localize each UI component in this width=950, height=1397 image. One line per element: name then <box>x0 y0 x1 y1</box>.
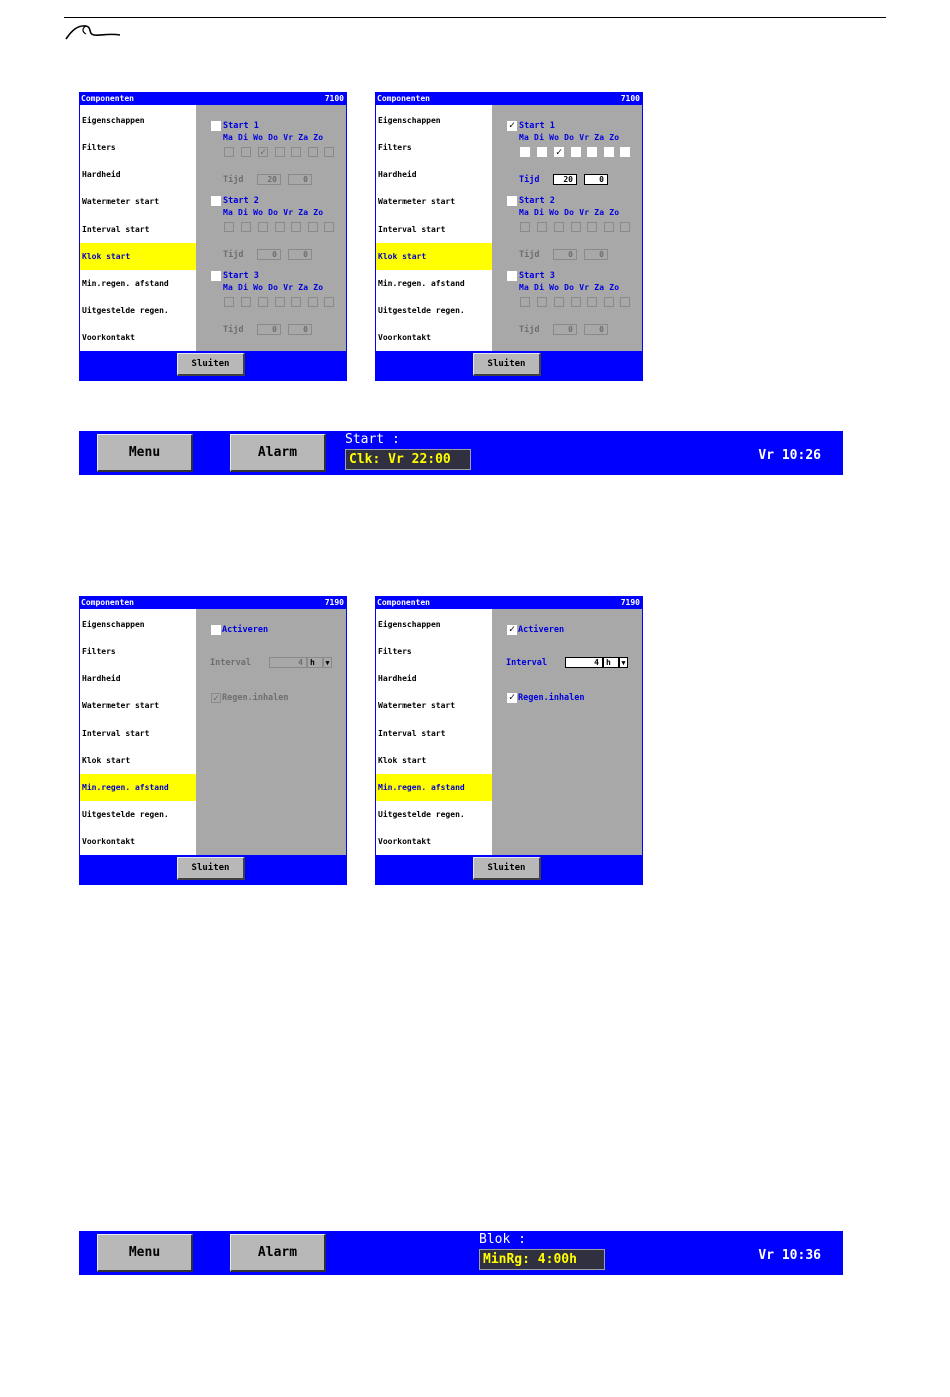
panel-footer <box>375 351 643 381</box>
menu-item-interval-start[interactable]: Interval start <box>82 729 150 738</box>
start2-day-zo[interactable] <box>620 222 630 232</box>
clock-time: Vr 10:26 <box>758 448 821 463</box>
activate-label: Activeren <box>222 625 269 635</box>
start2-label: Start 2 <box>223 196 259 206</box>
start2-day-wo[interactable] <box>554 222 564 232</box>
start3-minute-field[interactable]: 0 <box>584 324 608 335</box>
start1-minute-field[interactable]: 0 <box>584 174 608 185</box>
panel-footer <box>375 855 643 885</box>
min-regen-settings <box>196 609 346 855</box>
status-bar-start <box>79 431 843 475</box>
status-bar-block <box>79 1231 843 1275</box>
start3-days: Ma Di Wo Do Vr Za Zo <box>223 283 324 292</box>
start2-time-label: Tijd <box>223 250 244 260</box>
start1-day-di[interactable] <box>241 147 251 157</box>
menu-item-eigenschappen[interactable]: Eigenschappen <box>378 620 441 629</box>
components-panel-interval-disabled <box>79 596 347 885</box>
start1-days: Ma Di Wo Do Vr Za Zo <box>223 133 324 142</box>
interval-label: Interval <box>210 658 251 668</box>
menu-item-watermeter-start[interactable]: Watermeter start <box>378 197 456 206</box>
start2-day-vr[interactable] <box>291 222 301 232</box>
menu-item-klok-start[interactable]: Klok start <box>376 243 492 270</box>
start3-day-zo[interactable] <box>620 297 630 307</box>
start3-day-do[interactable] <box>275 297 285 307</box>
menu-item-watermeter-start[interactable]: Watermeter start <box>378 701 456 710</box>
start3-label: Start 3 <box>223 271 259 281</box>
menu-item-klok-start[interactable]: Klok start <box>80 243 196 270</box>
menu-item-min-regen-afstand[interactable]: Min.regen. afstand <box>80 774 196 801</box>
close-button[interactable]: Sluiten <box>177 353 245 376</box>
menu-item-filters[interactable]: Filters <box>82 143 116 152</box>
start2-checkbox[interactable] <box>211 196 221 206</box>
panel-footer <box>79 855 347 885</box>
start1-day-za[interactable] <box>604 147 614 157</box>
menu-item-klok-start[interactable]: Klok start <box>82 756 131 765</box>
start1-day-wo[interactable]: ✓ <box>555 147 563 158</box>
title-bar <box>79 92 347 105</box>
components-panel-clock-enabled <box>375 92 643 381</box>
component-menu <box>376 609 492 855</box>
start3-day-di[interactable] <box>241 297 251 307</box>
start1-label: Start 1 <box>223 121 259 131</box>
menu-item-uitgestelde-regen[interactable]: Uitgestelde regen. <box>378 810 465 819</box>
menu-item-hardheid[interactable]: Hardheid <box>82 674 121 683</box>
menu-item-watermeter-start[interactable]: Watermeter start <box>82 701 160 710</box>
panel-title: Componenten <box>81 598 134 607</box>
panel-number: 7100 <box>324 94 344 103</box>
start3-hour-field[interactable]: 0 <box>553 324 577 335</box>
start2-time-label: Tijd <box>519 250 540 260</box>
start3-day-wo[interactable] <box>258 297 268 307</box>
start2-minute-field[interactable]: 0 <box>288 249 312 260</box>
menu-item-hardheid[interactable]: Hardheid <box>378 170 417 179</box>
clock-start-settings <box>196 105 346 351</box>
start2-day-do[interactable] <box>571 222 581 232</box>
title-bar <box>375 596 643 609</box>
start1-day-ma[interactable] <box>520 147 530 157</box>
panel-footer <box>79 351 347 381</box>
interval-unit-select[interactable]: h <box>603 657 619 668</box>
menu-item-interval-start[interactable]: Interval start <box>378 729 446 738</box>
start2-checkbox[interactable] <box>507 196 517 206</box>
catchup-checkbox[interactable]: ✓ <box>508 692 516 703</box>
wave-logo-icon <box>64 22 124 42</box>
title-bar <box>375 92 643 105</box>
start1-label: Start 1 <box>519 121 555 131</box>
interval-unit-select[interactable]: h <box>307 657 323 668</box>
title-bar <box>79 596 347 609</box>
start3-minute-field[interactable]: 0 <box>288 324 312 335</box>
panel-number: 7100 <box>620 94 640 103</box>
menu-button[interactable]: Menu <box>97 434 193 472</box>
menu-item-watermeter-start[interactable]: Watermeter start <box>82 197 160 206</box>
start3-day-wo[interactable] <box>554 297 564 307</box>
panel-number: 7190 <box>324 598 344 607</box>
close-button[interactable]: Sluiten <box>473 857 541 880</box>
menu-item-min-regen-afstand[interactable]: Min.regen. afstand <box>378 279 465 288</box>
component-menu <box>80 105 196 351</box>
start2-day-di[interactable] <box>537 222 547 232</box>
menu-item-eigenschappen[interactable]: Eigenschappen <box>82 620 145 629</box>
start2-day-do[interactable] <box>275 222 285 232</box>
components-panel-clock-disabled <box>79 92 347 381</box>
menu-item-interval-start[interactable]: Interval start <box>378 225 446 234</box>
component-menu <box>376 105 492 351</box>
start3-day-do[interactable] <box>571 297 581 307</box>
start2-hour-field[interactable]: 0 <box>257 249 281 260</box>
status-display: Clk: Vr 22:00 <box>345 449 471 470</box>
start2-days: Ma Di Wo Do Vr Za Zo <box>519 208 620 217</box>
start1-day-do[interactable] <box>275 147 285 157</box>
start2-day-vr[interactable] <box>587 222 597 232</box>
start2-day-ma[interactable] <box>520 222 530 232</box>
start1-day-zo[interactable] <box>620 147 630 157</box>
close-button[interactable]: Sluiten <box>473 353 541 376</box>
start1-day-wo[interactable]: ✓ <box>259 147 267 158</box>
menu-item-uitgestelde-regen[interactable]: Uitgestelde regen. <box>82 810 169 819</box>
start3-day-za[interactable] <box>308 297 318 307</box>
clock-time: Vr 10:36 <box>758 1248 821 1263</box>
interval-value-field[interactable]: 4 <box>565 657 603 668</box>
menu-item-uitgestelde-regen[interactable]: Uitgestelde regen. <box>82 306 169 315</box>
menu-item-voorkontakt[interactable]: Voorkontakt <box>378 837 431 846</box>
panel-title: Componenten <box>377 94 430 103</box>
start2-label: Start 2 <box>519 196 555 206</box>
interval-label: Interval <box>506 658 547 668</box>
menu-item-filters[interactable]: Filters <box>378 143 412 152</box>
start1-day-vr[interactable] <box>587 147 597 157</box>
menu-item-min-regen-afstand[interactable]: Min.regen. afstand <box>376 774 492 801</box>
menu-item-eigenschappen[interactable]: Eigenschappen <box>82 116 145 125</box>
start2-minute-field[interactable]: 0 <box>584 249 608 260</box>
start3-checkbox[interactable] <box>507 271 517 281</box>
start1-time-label: Tijd <box>519 175 540 185</box>
catchup-label: Regen.inhalen <box>222 693 289 703</box>
header-rule <box>64 17 886 18</box>
start1-checkbox[interactable] <box>211 121 221 131</box>
status-label: Blok : <box>479 1232 526 1247</box>
menu-item-min-regen-afstand[interactable]: Min.regen. afstand <box>82 279 169 288</box>
activate-label: Activeren <box>518 625 565 635</box>
menu-button[interactable]: Menu <box>97 1234 193 1272</box>
menu-item-hardheid[interactable]: Hardheid <box>82 170 121 179</box>
start1-hour-field[interactable]: 20 <box>257 174 281 185</box>
menu-item-voorkontakt[interactable]: Voorkontakt <box>378 333 431 342</box>
start2-day-ma[interactable] <box>224 222 234 232</box>
panel-title: Componenten <box>81 94 134 103</box>
start3-label: Start 3 <box>519 271 555 281</box>
catchup-label: Regen.inhalen <box>518 693 585 703</box>
close-button[interactable]: Sluiten <box>177 857 245 880</box>
status-display: MinRg: 4:00h <box>479 1249 605 1270</box>
chevron-down-icon[interactable]: ▼ <box>619 657 628 668</box>
catchup-checkbox[interactable]: ✓ <box>212 693 220 704</box>
menu-item-voorkontakt[interactable]: Voorkontakt <box>82 333 135 342</box>
start1-day-di[interactable] <box>537 147 547 157</box>
start1-day-ma[interactable] <box>224 147 234 157</box>
start2-day-za[interactable] <box>604 222 614 232</box>
menu-item-interval-start[interactable]: Interval start <box>82 225 150 234</box>
start3-day-vr[interactable] <box>291 297 301 307</box>
start3-day-zo[interactable] <box>324 297 334 307</box>
start2-hour-field[interactable]: 0 <box>553 249 577 260</box>
start1-days: Ma Di Wo Do Vr Za Zo <box>519 133 620 142</box>
panel-title: Componenten <box>377 598 430 607</box>
start1-day-vr[interactable] <box>291 147 301 157</box>
start3-hour-field[interactable]: 0 <box>257 324 281 335</box>
menu-item-eigenschappen[interactable]: Eigenschappen <box>378 116 441 125</box>
start2-day-di[interactable] <box>241 222 251 232</box>
start3-days: Ma Di Wo Do Vr Za Zo <box>519 283 620 292</box>
start3-day-di[interactable] <box>537 297 547 307</box>
start3-day-za[interactable] <box>604 297 614 307</box>
start1-hour-field[interactable]: 20 <box>553 174 577 185</box>
interval-value-field[interactable]: 4 <box>269 657 307 668</box>
start3-time-label: Tijd <box>519 325 540 335</box>
menu-item-klok-start[interactable]: Klok start <box>378 756 427 765</box>
status-label: Start : <box>345 432 400 447</box>
clock-start-settings <box>492 105 642 351</box>
start3-day-ma[interactable] <box>520 297 530 307</box>
components-panel-interval-enabled <box>375 596 643 885</box>
component-menu <box>80 609 196 855</box>
start1-checkbox[interactable]: ✓ <box>508 120 516 131</box>
start3-day-vr[interactable] <box>587 297 597 307</box>
menu-item-filters[interactable]: Filters <box>378 647 412 656</box>
start2-day-wo[interactable] <box>258 222 268 232</box>
menu-item-hardheid[interactable]: Hardheid <box>378 674 417 683</box>
menu-item-voorkontakt[interactable]: Voorkontakt <box>82 837 135 846</box>
start2-day-za[interactable] <box>308 222 318 232</box>
start1-time-label: Tijd <box>223 175 244 185</box>
start1-minute-field[interactable]: 0 <box>288 174 312 185</box>
start3-time-label: Tijd <box>223 325 244 335</box>
start2-days: Ma Di Wo Do Vr Za Zo <box>223 208 324 217</box>
activate-checkbox[interactable]: ✓ <box>508 624 516 635</box>
alarm-button[interactable]: Alarm <box>230 1234 326 1272</box>
start3-day-ma[interactable] <box>224 297 234 307</box>
panel-number: 7190 <box>620 598 640 607</box>
alarm-button[interactable]: Alarm <box>230 434 326 472</box>
chevron-down-icon[interactable]: ▼ <box>323 657 332 668</box>
menu-item-uitgestelde-regen[interactable]: Uitgestelde regen. <box>378 306 465 315</box>
activate-checkbox[interactable] <box>211 625 221 635</box>
start2-day-zo[interactable] <box>324 222 334 232</box>
start1-day-za[interactable] <box>308 147 318 157</box>
menu-item-filters[interactable]: Filters <box>82 647 116 656</box>
start1-day-zo[interactable] <box>324 147 334 157</box>
start1-day-do[interactable] <box>571 147 581 157</box>
min-regen-settings <box>492 609 642 855</box>
start3-checkbox[interactable] <box>211 271 221 281</box>
